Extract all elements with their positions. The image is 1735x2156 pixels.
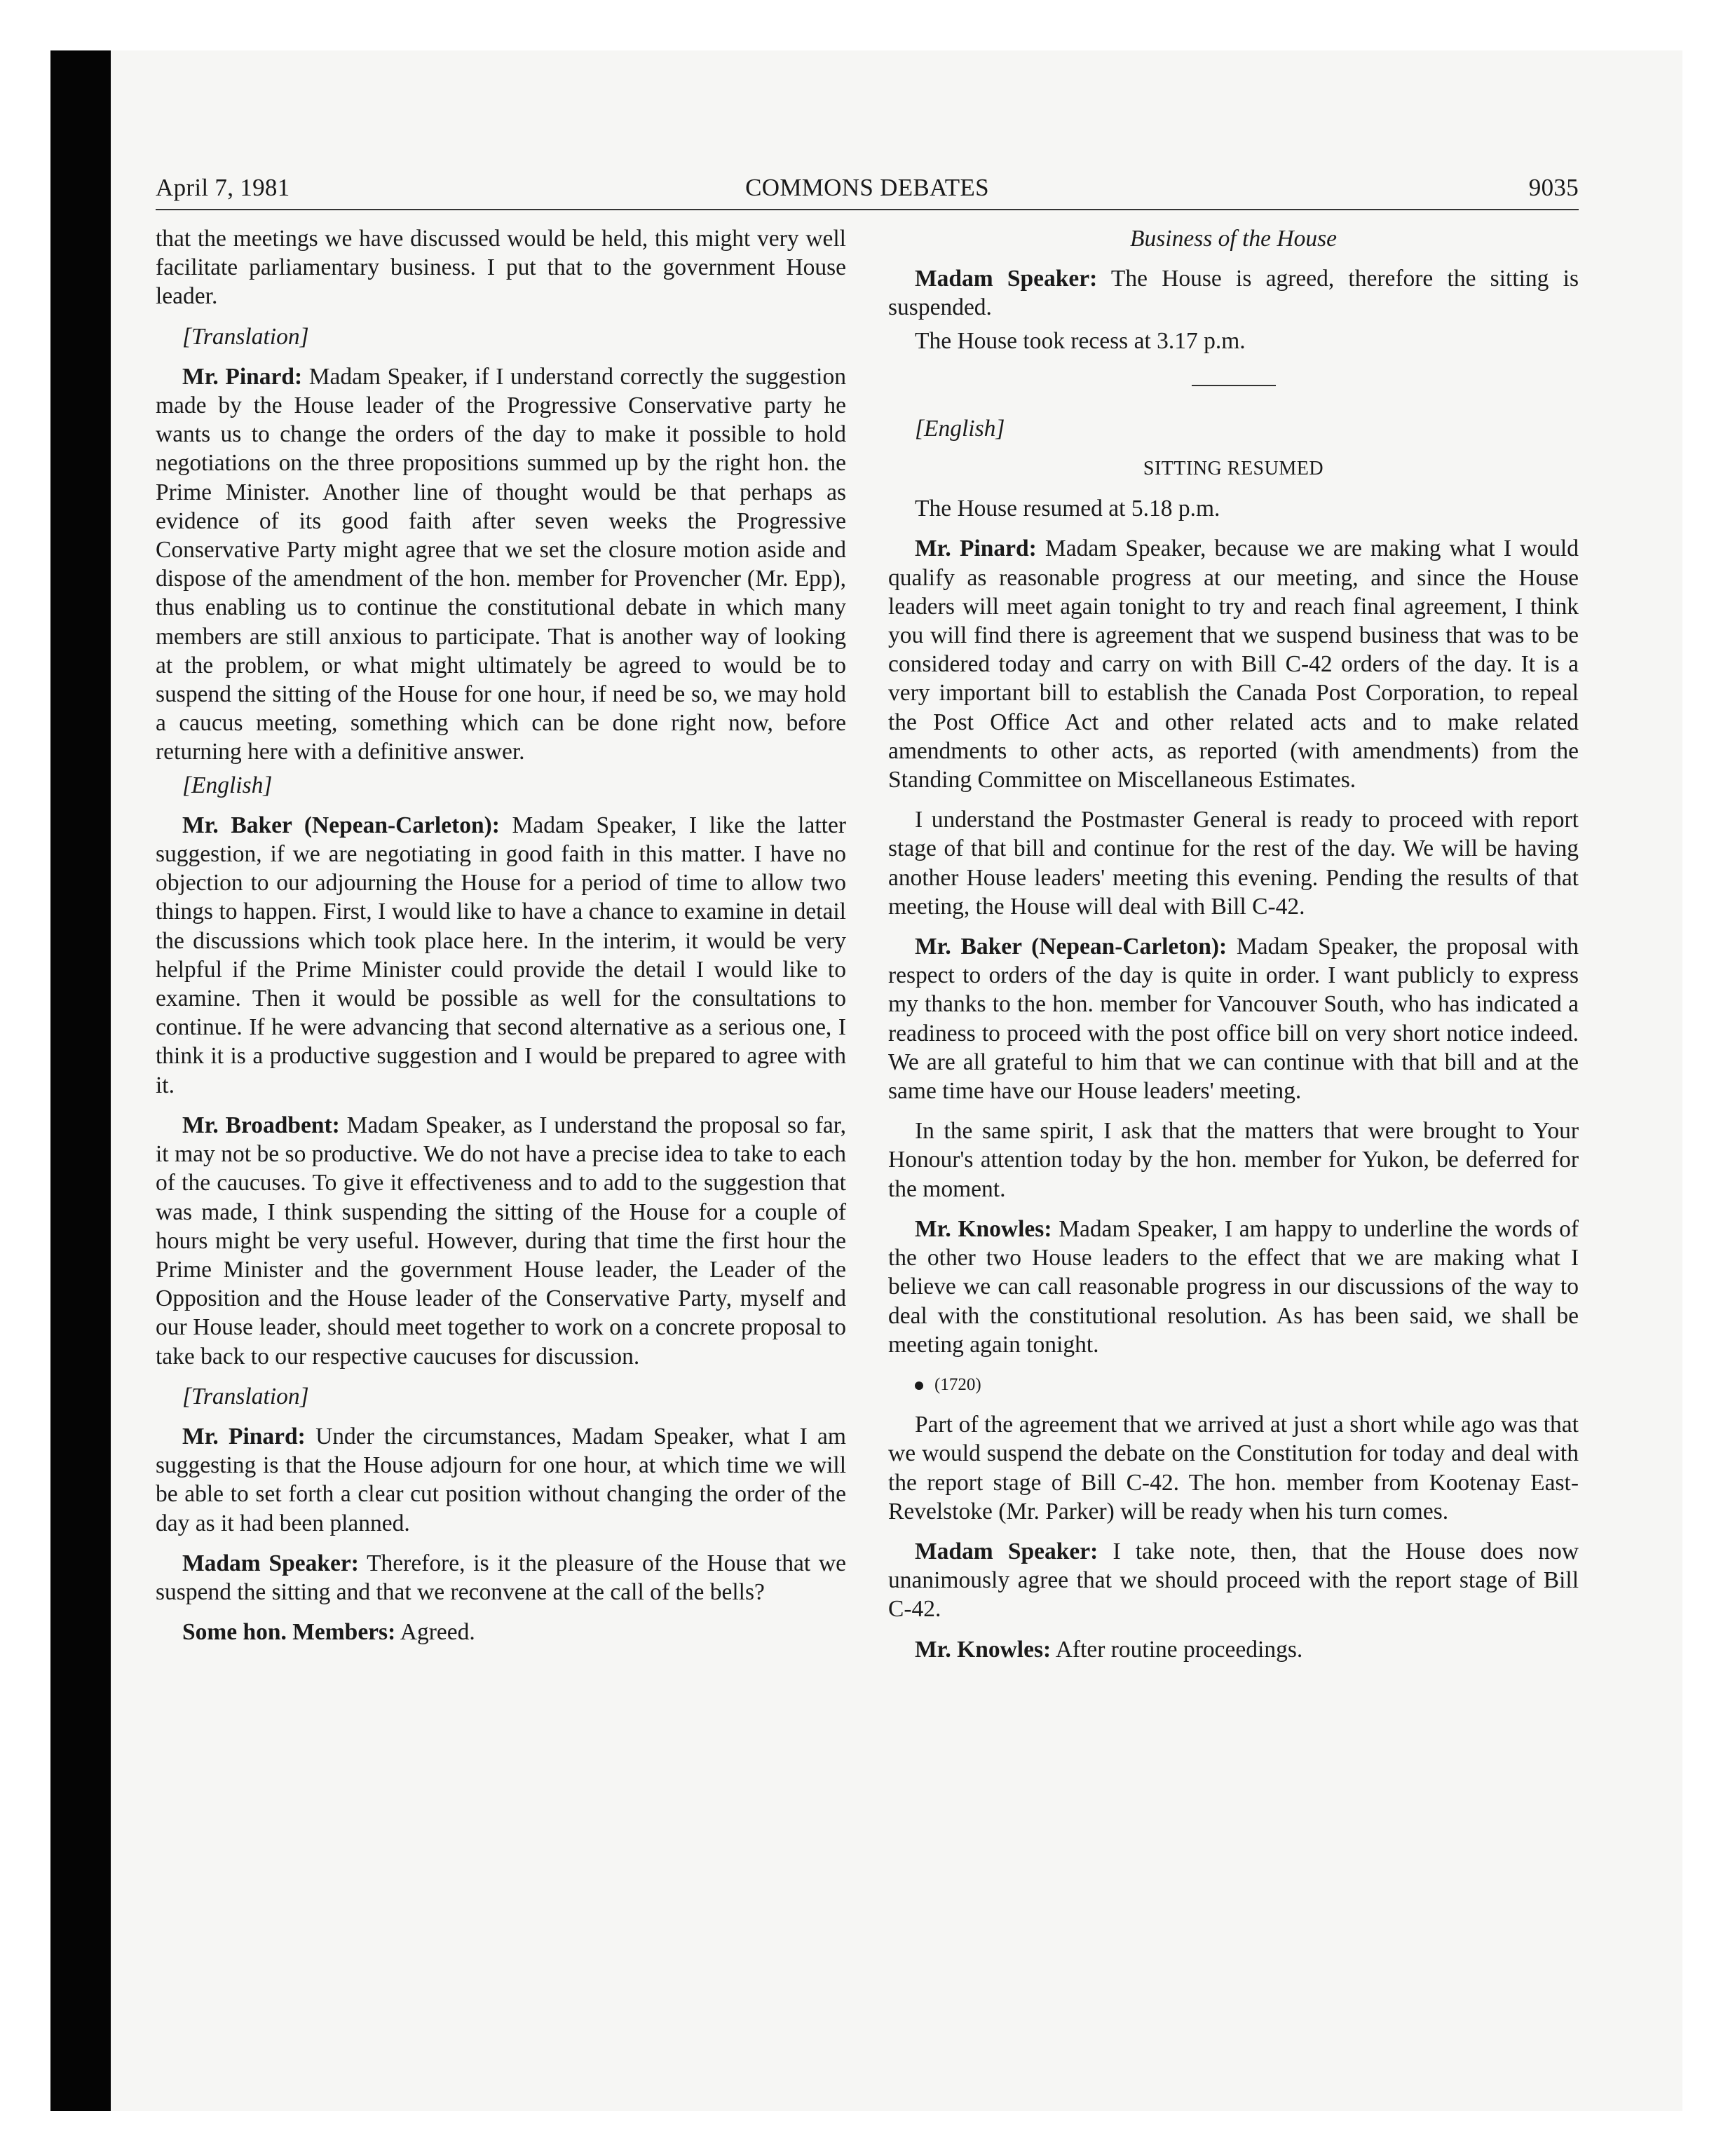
speech-paragraph xyxy=(888,932,1579,1105)
binding-edge xyxy=(50,50,111,2111)
speaker-name: Mr. Pinard: xyxy=(182,363,303,390)
speaker-name: Mr. Baker (Nepean-Carleton): xyxy=(182,812,500,838)
language-tag: [Translation] xyxy=(182,1383,309,1410)
speaker-name: Mr. Baker (Nepean-Carleton): xyxy=(915,934,1227,960)
speech-text: Madam Speaker, the proposal with respect to orders of the day is quite in order. I want publicly to express my thanks to the hon. member for Vancouver South, who has indicated a readiness to proceed with the post office bill on very short notice indeed. We are all grateful to him that we can continue with that bill and at the same time have our House leaders' meeting. xyxy=(888,934,1579,1105)
speech-text: I take note, then, that the House does now unanimously agree that we should proceed with the report stage of Bill C-42. xyxy=(888,1538,1579,1623)
language-tag: [Translation] xyxy=(182,323,309,350)
sitting-resumed-heading: SITTING RESUMED xyxy=(1143,458,1324,480)
speech-text: Under the circumstances, Madam Speaker, what I am suggesting is that the House adjourn for one hour, at which time we will be able to set forth a clear cut position without changing the order of the day as it had been planned. xyxy=(156,1423,846,1536)
speech-paragraph xyxy=(888,1635,1579,1664)
speaker-name: Madam Speaker: xyxy=(915,266,1098,292)
speaker-name: Mr. Pinard: xyxy=(915,535,1037,562)
speech-text: Madam Speaker, I like the latter suggestion, if we are negotiating in good faith in this matter. I have no objection to our adjourning the House for a period of time to allow two things to happen. First, I would like to have a chance to examine in detail the discussions which took place here. In the interim, it would be very helpful if the Prime Minister could provide the detail I would like to examine. Then it would be possible as well for the consultations to continue. If he were advancing that second alternative as a serious one, I think it is a productive suggestion and I would be prepared to agree with it. xyxy=(156,812,846,1098)
speech-paragraph xyxy=(156,1618,846,1646)
bullet-icon xyxy=(915,1381,923,1390)
paragraph: In the same spirit, I ask that the matters that were brought to Your Honour's attention today by the hon. member for Yukon, be deferred for the moment. xyxy=(888,1118,1579,1202)
speaker-name: Some hon. Members: xyxy=(182,1619,396,1646)
language-tag: [English] xyxy=(182,772,273,798)
speech-text: Madam Speaker, if I understand correctly the suggestion made by the House leader of the Progressive Conservative party he wants us to change the orders of the day to make it possible to hold negotiations on the three propositions summed up by the right hon. the Prime Minister. Another line of thought would be that perhaps as evidence of its good faith after seven weeks the Progressive Conservative Party might agree that we set the closure motion aside and dispose of the amendment of the hon. member for Provencher (Mr. Epp), thus enabling us to continue the constitutional debate in which many members are still anxious to participate. That is another way of looking at the problem, or what might ultimately be agreed to would be to suspend the sitting of the House for one hour, if need be so, we may hold a caucus meeting, something which can be done right now, before returning here with a definitive answer. xyxy=(156,363,846,765)
language-tag: [English] xyxy=(915,415,1005,442)
section-heading: Business of the House xyxy=(1130,226,1337,252)
speech-paragraph xyxy=(156,811,846,1100)
speech-text: Madam Speaker, because we are making what I would qualify as reasonable progress at our meeting, and since the House leaders will meet again tonight to try and reach final agreement, I think you will find there is agreement that we suspend business that was to be considered today and carry on with Bill C-42 orders of the day. It is a very important bill to establish the Canada Post Corporation, to repeal the Post Office Act and other related acts and to make related amendments to other acts, as reported (with amendments) from the Standing Committee on Miscellaneous Estimates. xyxy=(888,535,1579,793)
speaker-name: Madam Speaker: xyxy=(182,1550,359,1576)
right-column xyxy=(888,224,1579,1675)
speech-text: Madam Speaker, I am happy to underline the words of the other two House leaders to the effect that we are making what I believe we can call reasonable progress in our discussions of the way to deal with the constitutional resolution. As has been said, we shall be meeting again tonight. xyxy=(888,1215,1579,1358)
speech-text: The House is agreed, therefore the sitting is suspended. xyxy=(888,266,1579,321)
speech-paragraph xyxy=(888,1537,1579,1624)
speech-paragraph xyxy=(888,534,1579,794)
paragraph: I understand the Postmaster General is ready to proceed with report stage of that bill and continue for the rest of the day. We will be having another House leaders' meeting this evening. Pending the results of that meeting, the House will deal with Bill C-42. xyxy=(888,807,1579,920)
speaker-name: Mr. Pinard: xyxy=(182,1423,306,1449)
paragraph: Part of the agreement that we arrived at just a short while ago was that we would suspend the debate on the Constitution for today and deal with the report stage of Bill C-42. The hon. member from Kootenay East-Revelstoke (Mr. Parker) will be ready when his turn comes. xyxy=(888,1412,1579,1524)
speech-paragraph xyxy=(888,264,1579,322)
header-title: COMMONS DEBATES xyxy=(745,174,989,201)
speech-paragraph xyxy=(156,1422,846,1538)
speaker-name: Mr. Knowles: xyxy=(915,1636,1052,1663)
header-page-number: 9035 xyxy=(1528,174,1579,201)
timestamp-text: (1720) xyxy=(934,1374,981,1394)
timestamp-marker xyxy=(888,1370,1579,1399)
header-date: April 7, 1981 xyxy=(156,174,290,201)
speech-text: Therefore, is it the pleasure of the House that we suspend the sitting and that we reconvene at the call of the bells? xyxy=(156,1550,846,1605)
speech-text: Madam Speaker, as I understand the proposal so far, it may not be so productive. We do not have a precise idea to take to each of the caucuses. To give it effectiveness and to add to the suggestion that was made, I think suspending the sitting of the House for a couple of hours might be very useful. However, during that time the first hour the Prime Minister and the government House leader, the Leader of the Opposition and the House leader of the Conservative Party, myself and our House leader, should meet together to work on a concrete proposal to take back to our respective caucuses for discussion. xyxy=(156,1112,846,1370)
speech-text: Agreed. xyxy=(395,1619,475,1646)
speech-paragraph xyxy=(156,1549,846,1606)
speech-paragraph xyxy=(156,362,846,767)
speech-text: After routine proceedings. xyxy=(1051,1636,1303,1663)
header-rule xyxy=(156,209,1579,210)
paragraph: The House took recess at 3.17 p.m. xyxy=(915,327,1246,354)
left-column xyxy=(156,224,846,1658)
paragraph: The House resumed at 5.18 p.m. xyxy=(915,496,1220,522)
speaker-name: Mr. Knowles: xyxy=(915,1215,1052,1242)
speaker-name: Mr. Broadbent: xyxy=(182,1112,340,1138)
speech-paragraph xyxy=(156,1111,846,1371)
paragraph: that the meetings we have discussed would be held, this might very well facilitate parliamentary business. I put that to the government House leader. xyxy=(156,226,846,310)
speaker-name: Madam Speaker: xyxy=(915,1538,1098,1564)
section-divider xyxy=(1192,385,1276,386)
speech-paragraph xyxy=(888,1215,1579,1359)
